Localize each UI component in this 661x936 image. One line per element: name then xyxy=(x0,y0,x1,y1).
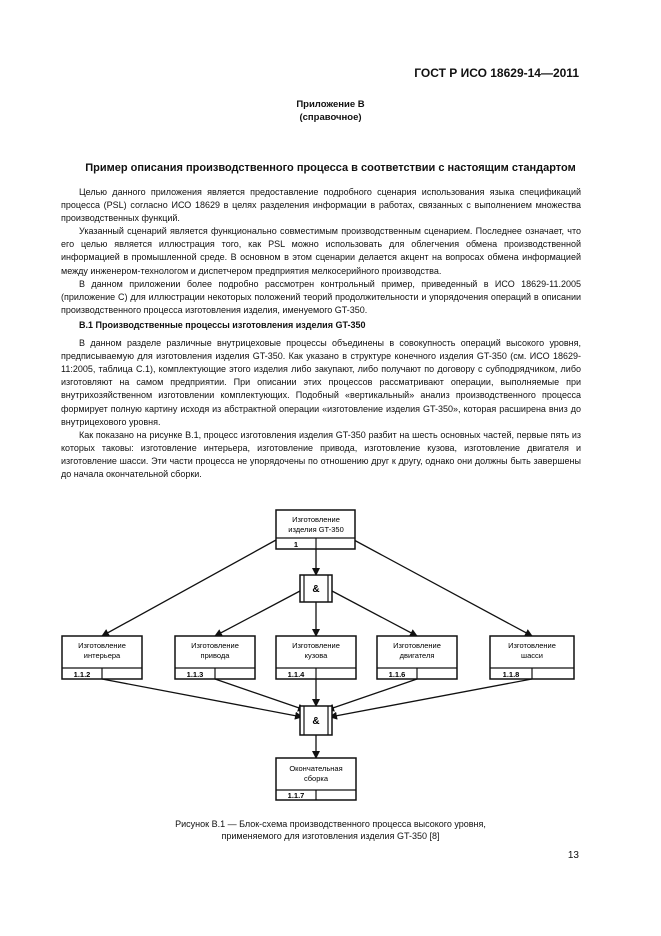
box-label: Изготовление xyxy=(393,641,441,650)
subsection-title: В.1 Производственные процессы изготовления изделия GT-350 xyxy=(79,319,366,330)
standard-header: ГОСТ Р ИСО 18629-14—2011 xyxy=(414,66,579,80)
page-number: 13 xyxy=(567,850,579,861)
process-flow-diagram xyxy=(0,505,661,810)
process-box xyxy=(62,636,142,679)
process-box xyxy=(377,636,457,679)
process-box-final-assembly xyxy=(276,758,356,800)
paragraph: Как показано на рисунке В.1, процесс изготовления изделия GT-350 разбит на шесть основных частей, первые пять из которых таковы: изготовление интерьера, изготовление привода, изготовление кузова, изготовление двигателя и изготовление шасси. Эти части процесса не упорядочены по отношению друг к другу, однако они должны быть завершены до начала окончательной сборки. xyxy=(61,429,581,479)
paragraph: В данном приложении более подробно рассмотрен контрольный пример, приведенный в ИСО 18629-11.2005 (приложение С) для иллюстрации некоторых положений теорий продолжительности и упорядочения операций в описании производственного процесса изготовления изделия, именуемого GT-350. xyxy=(61,278,581,315)
box-id: 1.1.8 xyxy=(502,670,520,679)
box-label: Изготовление xyxy=(78,641,126,650)
box-id: 1.1.2 xyxy=(73,670,91,679)
junction-label: & xyxy=(312,716,320,727)
appendix-heading xyxy=(0,98,661,124)
appendix-title: Приложение В xyxy=(296,99,365,110)
process-box xyxy=(175,636,255,679)
flow-arrow xyxy=(102,540,276,636)
junction-and-top xyxy=(300,575,332,602)
box-id: 1.1.7 xyxy=(287,791,305,800)
box-label: Изготовление xyxy=(508,641,556,650)
box-label: интерьера xyxy=(83,651,121,660)
box-label: сборка xyxy=(303,774,329,783)
flow-arrow xyxy=(332,591,417,636)
flow-arrow xyxy=(215,591,300,636)
process-box-top xyxy=(276,510,355,549)
box-label: привода xyxy=(200,651,230,660)
box-label: кузова xyxy=(304,651,328,660)
appendix-subtitle: (справочное) xyxy=(299,112,362,123)
flow-arrow xyxy=(327,679,417,710)
box-label: изделия GT-350 xyxy=(288,525,344,534)
box-label: Изготовление xyxy=(292,641,340,650)
box-id: 1.1.6 xyxy=(388,670,406,679)
box-id: 1 xyxy=(293,540,299,549)
paragraph: Указанный сценарий является функционально совместимым производственным сценарием. Последнее означает, что его целью является иллюстрация того, как PSL можно использовать для облегчения обмена производственной информацией в промышленной среде. В основном в этом сценарии делается акцент на вопросах обмена информацией между инженером-технологом и диспетчером предприятия мелкосерийного производства. xyxy=(61,226,581,276)
caption-line: Рисунок В.1 — Блок-схема производственного процесса высокого уровня, xyxy=(175,819,486,829)
paragraph: В данном разделе различные внутрицеховые процессы объединены в совокупность операций высокого уровня, предписываемую для изготовления изделия GT-350. Как указано в структуре конечного изделия GT-350 (см. ИСО 18629-11:2005, таблица С.1), комплектующие этого изделия либо закупают, либо получают по договору с субподрядчиком, либо изготовляют на самом предприятии. При описании этих процессов рассматривают операции, выполняемые при внутрихозяйственном изготовлении комплектующих. Подобный «вертикальный» анализ производственного процесса формирует полную картину исходя из абстрактной операции «изготовление изделия GT-350», которая расширена вниз до внутрицехового уровня. xyxy=(61,338,581,427)
flow-arrow xyxy=(215,679,305,710)
box-label: Окончательная xyxy=(289,764,343,773)
junction-and-bottom xyxy=(300,706,332,735)
flow-arrow xyxy=(354,540,532,636)
process-box xyxy=(276,636,356,679)
box-label: двигателя xyxy=(399,651,435,660)
caption-line: применяемого для изготовления изделия GT-350 [8] xyxy=(221,831,440,841)
body-text xyxy=(61,186,581,481)
paragraph: Целью данного приложения является предоставление подробного сценария использования языка спецификаций процесса (PSL) согласно ИСО 18629 в целях разделения информации в работах, связанных с выполнением множества производственных функций. xyxy=(61,187,581,224)
section-title: Пример описания производственного процесса в соответствии с настоящим стандартом xyxy=(85,162,576,174)
box-id: 1.1.4 xyxy=(287,670,305,679)
process-box xyxy=(490,636,574,679)
box-id: 1.1.3 xyxy=(186,670,204,679)
box-label: Изготовление xyxy=(191,641,239,650)
box-label: Изготовление xyxy=(292,515,340,524)
junction-label: & xyxy=(312,584,320,595)
box-label: шасси xyxy=(521,651,543,660)
figure-caption xyxy=(0,818,661,842)
